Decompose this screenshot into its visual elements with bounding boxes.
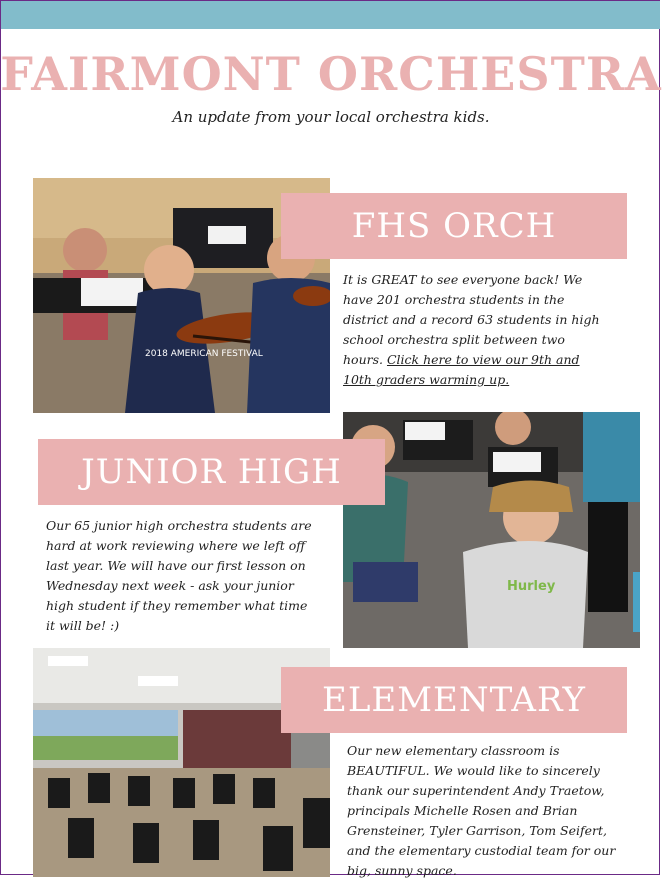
elementary-heading: ELEMENTARY — [322, 680, 586, 720]
fhs-orch-text-body: It is GREAT to see everyone back! We have 201 orchestra students in the district and a record 63 students in high school orchestra split between two hours. — [343, 272, 600, 367]
junior-high-banner — [38, 439, 385, 505]
junior-high-heading: JUNIOR HIGH — [81, 452, 342, 492]
junior-high-text: Our 65 junior high orchestra students are hard at work reviewing where we left off last year. We will have our first lesson on Wednesday next week - ask your junior high student if they remember what time it will be! :) — [46, 518, 312, 633]
elementary-banner — [281, 667, 627, 733]
warmup-video-link[interactable]: Click here to view our 9th and 10th graders warming up. — [343, 352, 580, 387]
fhs-orch-banner — [281, 193, 627, 259]
newsletter-title: FAIRMONT ORCHESTRA — [0, 47, 662, 101]
elementary-text: Our new elementary classroom is BEAUTIFUL. We would like to sincerely thank our superintendent Andy Traetow, principals Michelle Rosen and Brian Grensteiner, Tyler Garrison, Tom Seifert, and the elementary custodial team for our big, sunny space. — [347, 743, 616, 878]
shirt-print: 2018 AMERICAN FESTIVAL — [145, 349, 263, 359]
newsletter-subtitle: An update from your local orchestra kids. — [172, 108, 490, 126]
fhs-orch-text — [343, 270, 608, 390]
top-color-bar — [1, 1, 660, 29]
shirt-print: Hurley — [507, 579, 556, 594]
junior-high-photo — [343, 412, 640, 648]
fhs-orch-heading: FHS ORCH — [351, 206, 557, 246]
